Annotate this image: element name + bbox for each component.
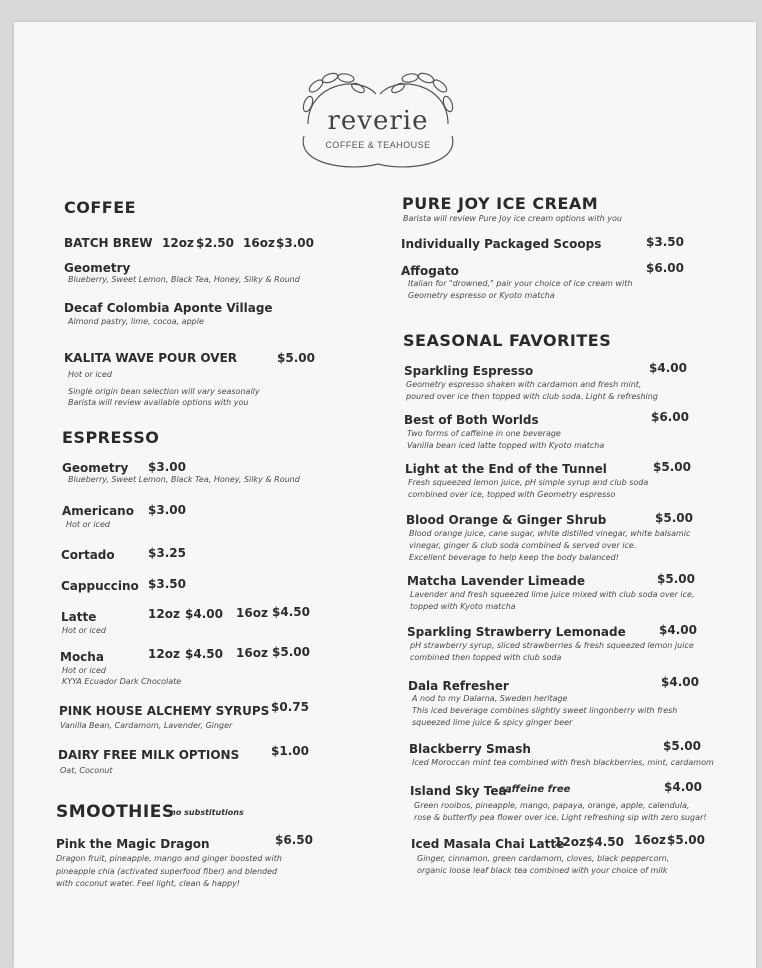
seasonal-item-desc: poured over ice then topped with club soda. Light & refreshing [406, 392, 658, 401]
seasonal-item-desc: squeezed lime juice & spicy ginger beer [412, 718, 573, 727]
icecream-note: Barista will review Pure Joy ice cream options with you [403, 214, 622, 223]
seasonal-item-desc: Fresh squeezed lemon juice, pH simple syrup and club soda [408, 478, 649, 487]
coffee-geometry-name: Geometry [64, 261, 131, 275]
seasonal-item-price: $4.00 [659, 623, 697, 637]
americano-price: $3.00 [148, 503, 186, 517]
dragon-desc-3: with coconut water. Feel light, clean & happy! [56, 879, 241, 888]
cappuccino-price: $3.50 [148, 577, 186, 591]
kalita-price: $5.00 [277, 351, 315, 365]
syrups-name: PINK HOUSE ALCHEMY SYRUPS [59, 704, 270, 718]
seasonal-item-price: $5.00 [657, 572, 695, 586]
americano-name: Americano [62, 504, 134, 518]
seasonal-item-name: Blood Orange & Ginger Shrub [406, 513, 607, 527]
seasonal-item-price: $6.00 [651, 410, 689, 424]
masala-size1: 12oz [554, 835, 586, 849]
kalita-desc-1: Hot or iced [68, 370, 112, 379]
coffee-heading: COFFEE [64, 198, 137, 217]
logo-tagline: COFFEE & TEAHOUSE [325, 140, 431, 150]
seasonal-item-name: Blackberry Smash [409, 742, 531, 756]
island-desc-1: Green rooibos, pineapple, mango, papaya, orange, apple, calendula, [414, 801, 690, 810]
cortado-price: $3.25 [148, 546, 186, 560]
batch-brew-price2: $3.00 [276, 236, 314, 250]
reverie-logo [288, 64, 468, 174]
dairy-price: $1.00 [271, 744, 309, 758]
batch-brew-size2: 16oz [243, 236, 275, 250]
dragon-desc-2: pineapple chia (activated superfood fiber) and blended [56, 867, 278, 876]
espresso-geometry-price: $3.00 [148, 460, 186, 474]
affogato-desc-1: Italian for "drowned," pair your choice of ice cream with [408, 279, 633, 288]
cortado-name: Cortado [61, 548, 115, 562]
seasonal-item-price: $5.00 [655, 511, 693, 525]
dragon-desc-1: Dragon fruit, pineapple, mango and ginger boosted with [56, 854, 282, 863]
mocha-desc-2: KYYA Ecuador Dark Chocolate [62, 677, 182, 686]
seasonal-item-desc: pH strawberry syrup, sliced strawberries & fresh squeezed lemon juice [410, 641, 694, 650]
island-price: $4.00 [664, 780, 702, 794]
latte-desc: Hot or iced [62, 626, 106, 635]
logo-wordmark: reverie [327, 106, 429, 136]
syrups-price: $0.75 [271, 700, 309, 714]
espresso-geometry-desc: Blueberry, Sweet Lemon, Black Tea, Honey, Silky & Round [68, 475, 300, 484]
masala-desc-1: Ginger, cinnamon, green cardamom, cloves, black peppercorn, [417, 854, 670, 863]
seasonal-item-desc: Two forms of caffeine in one beverage [407, 429, 561, 438]
seasonal-item-price: $5.00 [653, 460, 691, 474]
seasonal-item-desc: A nod to my Dalarna, Sweden heritage [412, 694, 568, 703]
seasonal-item-desc: Vanilla bean iced latte topped with Kyoto matcha [407, 441, 605, 450]
island-desc-2: rose & butterfly pea flower over ice. Light refreshing sip with zero sugar! [414, 813, 707, 822]
latte-size1: 12oz [148, 607, 180, 621]
dairy-desc: Oat, Coconut [60, 766, 113, 775]
espresso-heading: ESPRESSO [62, 428, 160, 447]
mocha-size2: 16oz [236, 646, 268, 660]
seasonal-item-desc: Excellent beverage to help keep the body balanced! [409, 553, 619, 562]
decaf-name: Decaf Colombia Aponte Village [64, 301, 273, 315]
seasonal-item-name: Matcha Lavender Limeade [407, 574, 586, 588]
seasonal-item-name: Best of Both Worlds [404, 413, 539, 427]
seasonal-item-price: $5.00 [663, 739, 701, 753]
seasonal-item-price: $4.00 [661, 675, 699, 689]
latte-price2: $4.50 [272, 605, 310, 619]
kalita-name: KALITA WAVE POUR OVER [64, 351, 238, 365]
seasonal-item-desc: topped with Kyoto matcha [410, 602, 516, 611]
seasonal-item-desc: Blood orange juice, cane sugar, white distilled vinegar, white balsamic [409, 529, 691, 538]
scoops-price: $3.50 [646, 235, 684, 249]
seasonal-item-price: $4.00 [649, 361, 687, 375]
seasonal-item-desc: This iced beverage combines slightly sweet lingonberry with fresh [412, 706, 678, 715]
affogato-desc-2: Geometry espresso or Kyoto matcha [408, 291, 555, 300]
seasonal-item-desc: vinegar, ginger & club soda combined & served over ice. [409, 541, 637, 550]
scoops-name: Individually Packaged Scoops [401, 237, 602, 251]
affogato-name: Affogato [401, 264, 459, 278]
seasonal-item-desc: Lavender and fresh squeezed lime juice mixed with club soda over ice, [410, 590, 695, 599]
dairy-name: DAIRY FREE MILK OPTIONS [58, 748, 240, 762]
syrups-desc: Vanilla Bean, Cardamom, Lavender, Ginger [60, 721, 233, 730]
masala-name: Iced Masala Chai Latte [411, 837, 565, 851]
seasonal-heading: SEASONAL FAVORITES [403, 331, 612, 350]
seasonal-item-desc: Geometry espresso shaken with cardamon and fresh mint, [406, 380, 642, 389]
masala-price2: $5.00 [667, 833, 705, 847]
latte-name: Latte [61, 610, 97, 624]
seasonal-item-name: Light at the End of the Tunnel [405, 462, 607, 476]
coffee-geometry-desc: Blueberry, Sweet Lemon, Black Tea, Honey, Silky & Round [68, 275, 300, 284]
icecream-heading: PURE JOY ICE CREAM [402, 194, 599, 213]
seasonal-item-name: Dala Refresher [408, 679, 509, 693]
kalita-desc-3: Barista will review available options with you [68, 398, 249, 407]
seasonal-item-desc: combined over ice, topped with Geometry espresso [408, 490, 616, 499]
batch-brew-price1: $2.50 [196, 236, 234, 250]
masala-size2: 16oz [634, 833, 666, 847]
smoothies-note: *no substitutions [166, 808, 244, 817]
americano-desc: Hot or iced [66, 520, 110, 529]
mocha-price2: $5.00 [272, 645, 310, 659]
seasonal-item-desc: Iced Moroccan mint tea combined with fresh blackberries, mint, cardamom [412, 758, 714, 767]
mocha-size1: 12oz [148, 647, 180, 661]
smoothies-heading: SMOOTHIES [56, 802, 175, 822]
latte-price1: $4.00 [185, 607, 223, 621]
seasonal-item-desc: combined then topped with club soda [410, 653, 562, 662]
dragon-name: Pink the Magic Dragon [56, 837, 210, 851]
seasonal-item-name: Sparkling Strawberry Lemonade [407, 625, 626, 639]
cappuccino-name: Cappuccino [61, 579, 139, 593]
mocha-price1: $4.50 [185, 647, 223, 661]
island-tag: caffeine free [499, 784, 571, 795]
dragon-price: $6.50 [275, 833, 313, 847]
decaf-desc: Almond pastry, lime, cocoa, apple [68, 317, 204, 326]
batch-brew-name: BATCH BREW [64, 236, 153, 250]
island-name: Island Sky Tea- [410, 784, 512, 798]
affogato-price: $6.00 [646, 261, 684, 275]
mocha-desc-1: Hot or iced [62, 666, 106, 675]
espresso-geometry-name: Geometry [62, 461, 129, 475]
latte-size2: 16oz [236, 606, 268, 620]
batch-brew-size1: 12oz [162, 236, 194, 250]
mocha-name: Mocha [60, 650, 104, 664]
seasonal-item-name: Sparkling Espresso [404, 364, 534, 378]
masala-price1: $4.50 [586, 835, 624, 849]
masala-desc-2: organic loose leaf black tea combined with your choice of milk [417, 866, 668, 875]
kalita-desc-2: Single origin bean selection will vary seasonally [68, 387, 260, 396]
